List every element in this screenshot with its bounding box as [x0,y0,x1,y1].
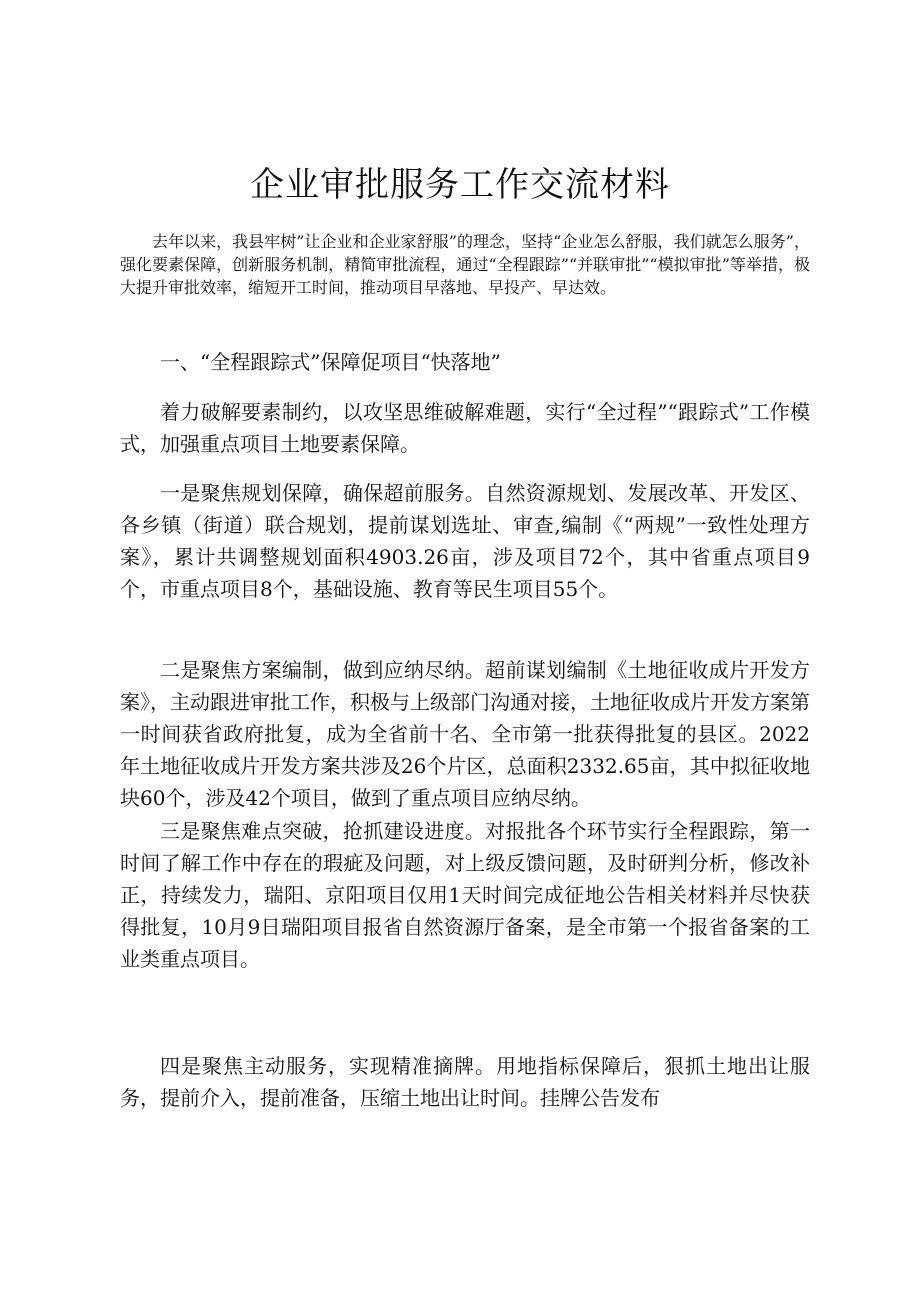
section-heading: 一、“全程跟踪式”保障促项目“快落地” [160,350,501,374]
document-title: 企业审批服务工作交流材料 [250,165,670,205]
body-paragraph: 二是聚焦方案编制，做到应纳尽纳。超前谋划编制《土地征收成片开发方案》，主动跟进审批工作，积极与上级部门沟通对接，土地征收成片开发方案第一时间获省政府批复，成为全省前十名、全市第一批获得批复的县区。2022年土地征收成片开发方案共涉及26个片区，总面积2332.65亩，其中拟征收地块60个，涉及42个项目，做到了重点项目应纳尽纳。 [120,658,810,810]
intro-paragraph: 去年以来，我县牢树”让企业和企业家舒服”的理念，坚持“企业怎么舒服，我们就怎么服务”，强化要素保障，创新服务机制，精简审批流程，通过“全程跟踪”“并联审批”“模拟审批”等举措，极大提升审批效率，缩短开工时间，推动项目早落地、早投产、早达效。 [120,232,810,297]
body-paragraph: 一是聚焦规划保障，确保超前服务。自然资源规划、发展改革、开发区、各乡镇（街道）联合规划，提前谋划选址、审查,编制《“两规”一致性处理方案》，累计共调整规划面积4903.26亩，涉及项目72个，其中省重点项目9个，市重点项目8个，基础设施、教育等民生项目55个。 [120,481,810,601]
body-paragraph: 着力破解要素制约，以攻坚思维破解难题，实行“全过程”“跟踪式”工作模式，加强重点项目土地要素保障。 [120,400,810,456]
body-paragraph: 三是聚焦难点突破，抢抓建设进度。对报批各个环节实行全程跟踪，第一时间了解工作中存在的瑕疵及问题，对上级反馈问题，及时研判分析，修改补正，持续发力，瑞阳、京阳项目仅用1天时间完成征地公告相关材料并尽快获得批复，10月9日瑞阳项目报省自然资源厅备案，是全市第一个报省备案的工业类重点项目。 [120,819,810,971]
body-paragraph: 四是聚焦主动服务，实现精准摘牌。用地指标保障后，狠抓土地出让服务，提前介入，提前准备，压缩土地出让时间。挂牌公告发布 [120,1054,810,1110]
